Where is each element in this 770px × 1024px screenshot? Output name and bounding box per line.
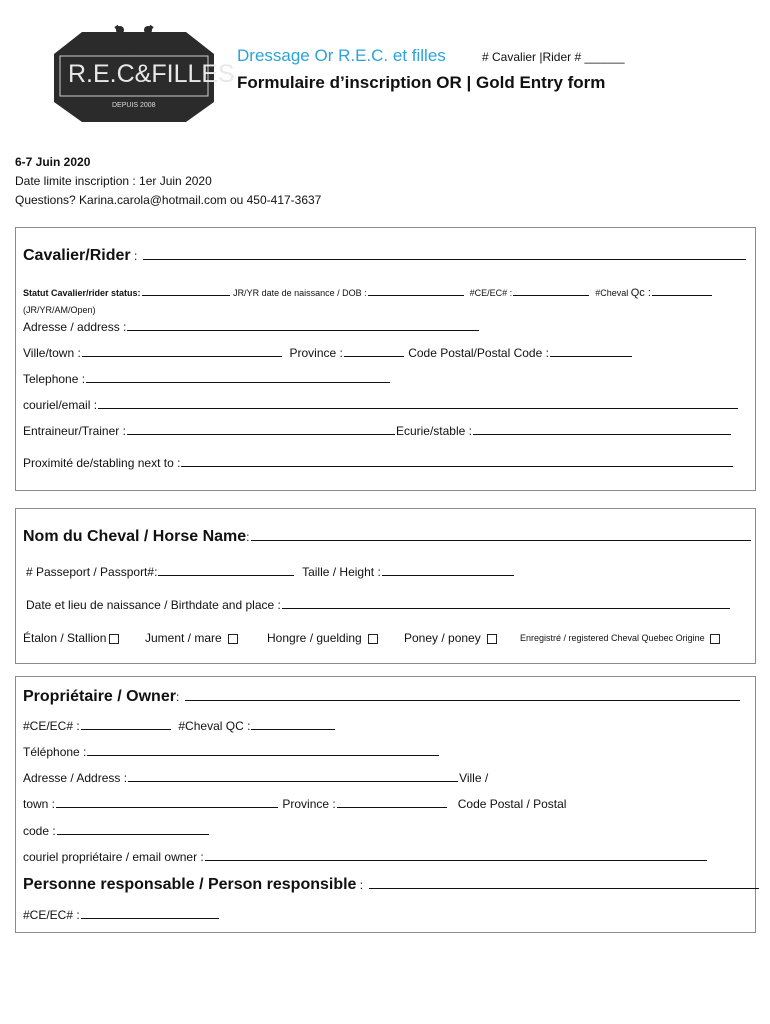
owner-email-field[interactable] (205, 859, 707, 861)
address-label: Adresse / address : (23, 320, 127, 334)
postal-label: Code Postal/Postal Code : (408, 346, 549, 360)
rider-town-row[interactable] (23, 346, 633, 360)
owner-title-colon: : (175, 690, 180, 704)
responsible-row[interactable] (23, 876, 760, 894)
status-label: Statut Cavalier/rider status: (23, 288, 141, 298)
stallion-label: Étalon / Stallion (23, 631, 107, 645)
responsible-field[interactable] (369, 887, 759, 889)
mare-label: Jument / mare (145, 631, 222, 645)
owner-address-field[interactable] (128, 780, 458, 782)
status-field[interactable] (142, 294, 230, 296)
owner-postal-label: Code Postal / Postal (457, 797, 567, 811)
gelding-label: Hongre / guelding (267, 631, 362, 645)
horse-type-option-pony[interactable] (404, 631, 497, 645)
rider-phone-row[interactable] (23, 372, 391, 386)
registered-label: Enregistré / registered Cheval Quebec Origine (520, 633, 705, 643)
event-title: Dressage Or R.E.C. et filles (237, 46, 446, 65)
rider-stabling-row[interactable] (23, 456, 734, 470)
rider-name-row[interactable] (23, 247, 747, 265)
address-field[interactable] (127, 329, 479, 331)
horse-title-colon: : (246, 530, 250, 544)
owner-phone-row[interactable] (23, 745, 440, 759)
owner-ville-label: Ville / (459, 771, 489, 785)
rider-name-field[interactable] (143, 258, 746, 260)
rider-status-row (23, 287, 713, 299)
ce-label: #CE/EC# : (469, 288, 513, 298)
owner-name-row[interactable] (23, 688, 741, 706)
height-field[interactable] (382, 574, 514, 576)
event-dates: 6-7 Juin 2020 (15, 155, 91, 169)
dob-field[interactable] (368, 294, 464, 296)
stabling-field[interactable] (181, 465, 733, 467)
responsible-title: Personne responsable / Person responsible (23, 876, 357, 893)
horse-type-option-mare[interactable] (145, 631, 238, 645)
owner-town-field[interactable] (56, 806, 278, 808)
email-field[interactable] (98, 407, 738, 409)
passport-field[interactable] (158, 574, 294, 576)
owner-cheval-qc-field[interactable] (251, 728, 335, 730)
stable-field[interactable] (473, 433, 731, 435)
owner-phone-label: Téléphone : (23, 745, 87, 759)
owner-code-row[interactable] (23, 824, 210, 838)
trainer-field[interactable] (127, 433, 395, 435)
stable-label: Ecurie/stable : (395, 424, 472, 438)
form-title: Formulaire d’inscription OR | Gold Entry form (237, 73, 606, 92)
horse-passport-row[interactable] (26, 565, 515, 579)
telephone-field[interactable] (86, 381, 390, 383)
rider-email-row[interactable] (23, 398, 739, 412)
trainer-label: Entraineur/Trainer : (23, 424, 126, 438)
owner-province-field[interactable] (337, 806, 447, 808)
cheval-qc-field[interactable] (652, 294, 712, 296)
horse-name-row[interactable] (23, 528, 752, 546)
pony-checkbox[interactable] (487, 634, 497, 644)
owner-ce-row[interactable] (23, 719, 336, 733)
rider-number-label: # Cavalier |Rider # ______ (482, 50, 625, 64)
rider-title: Cavalier/Rider (23, 247, 131, 264)
town-field[interactable] (82, 355, 282, 357)
owner-town-row[interactable] (23, 797, 566, 811)
rider-address-row[interactable] (23, 320, 480, 334)
province-field[interactable] (344, 355, 404, 357)
pony-label: Poney / poney (404, 631, 481, 645)
registered-option[interactable] (520, 633, 720, 644)
registration-deadline: Date limite inscription : 1er Juin 2020 (15, 174, 212, 188)
stabling-label: Proximité de/stabling next to : (23, 456, 181, 470)
horse-title: Nom du Cheval / Horse Name (23, 528, 247, 545)
email-label: couriel/email : (23, 398, 98, 412)
owner-ce-field[interactable] (81, 728, 171, 730)
telephone-label: Telephone : (23, 372, 86, 386)
passport-label: # Passeport / Passport#: (26, 565, 158, 579)
horse-type-option-gelding[interactable] (267, 631, 378, 645)
rider-trainer-row[interactable] (23, 424, 732, 438)
logo-text: R.E.C&FILLES (68, 60, 235, 88)
owner-province-label: Province : (282, 797, 336, 811)
height-label: Taille / Height : (302, 565, 381, 579)
ce-field[interactable] (513, 294, 589, 296)
owner-address-row[interactable] (23, 771, 488, 785)
birth-field[interactable] (282, 607, 730, 609)
owner-title: Propriétaire / Owner (23, 688, 176, 705)
owner-code-field[interactable] (57, 833, 209, 835)
logo (54, 24, 235, 124)
qc-label: Qc : (630, 287, 651, 299)
horse-type-option-stallion[interactable] (23, 631, 119, 645)
town-label: Ville/town : (23, 346, 81, 360)
owner-code-label: code : (23, 824, 56, 838)
responsible-ce-label: #CE/EC# : (23, 908, 80, 922)
owner-email-row[interactable] (23, 850, 708, 864)
responsible-ce-field[interactable] (81, 917, 219, 919)
owner-name-field[interactable] (185, 699, 740, 701)
owner-cheval-qc-label: #Cheval QC : (178, 719, 251, 733)
owner-address-label: Adresse / Address : (23, 771, 128, 785)
responsible-colon: : (356, 878, 364, 892)
owner-phone-field[interactable] (87, 754, 439, 756)
responsible-ce-row[interactable] (23, 908, 220, 922)
status-options: (JR/YR/AM/Open) (23, 305, 96, 315)
dob-label: JR/YR date de naissance / DOB : (233, 288, 367, 298)
registered-checkbox[interactable] (710, 634, 720, 644)
owner-ce-label: #CE/EC# : (23, 719, 80, 733)
province-label: Province : (289, 346, 343, 360)
owner-email-label: couriel propriétaire / email owner : (23, 850, 204, 864)
owner-town-label: town : (23, 797, 56, 811)
horse-birth-row[interactable] (26, 598, 731, 612)
horse-name-field[interactable] (251, 539, 751, 541)
stallion-checkbox[interactable] (109, 634, 119, 644)
birth-label: Date et lieu de naissance / Birthdate and place : (26, 598, 281, 612)
logo-subtext: DEPUIS 2008 (112, 102, 156, 109)
postal-field[interactable] (550, 355, 632, 357)
cheval-label: #Cheval (595, 288, 629, 298)
rider-title-colon: : (130, 249, 138, 263)
mare-checkbox[interactable] (228, 634, 238, 644)
contact-info: Questions? Karina.carola@hotmail.com ou 450-417-3637 (15, 193, 322, 207)
gelding-checkbox[interactable] (368, 634, 378, 644)
